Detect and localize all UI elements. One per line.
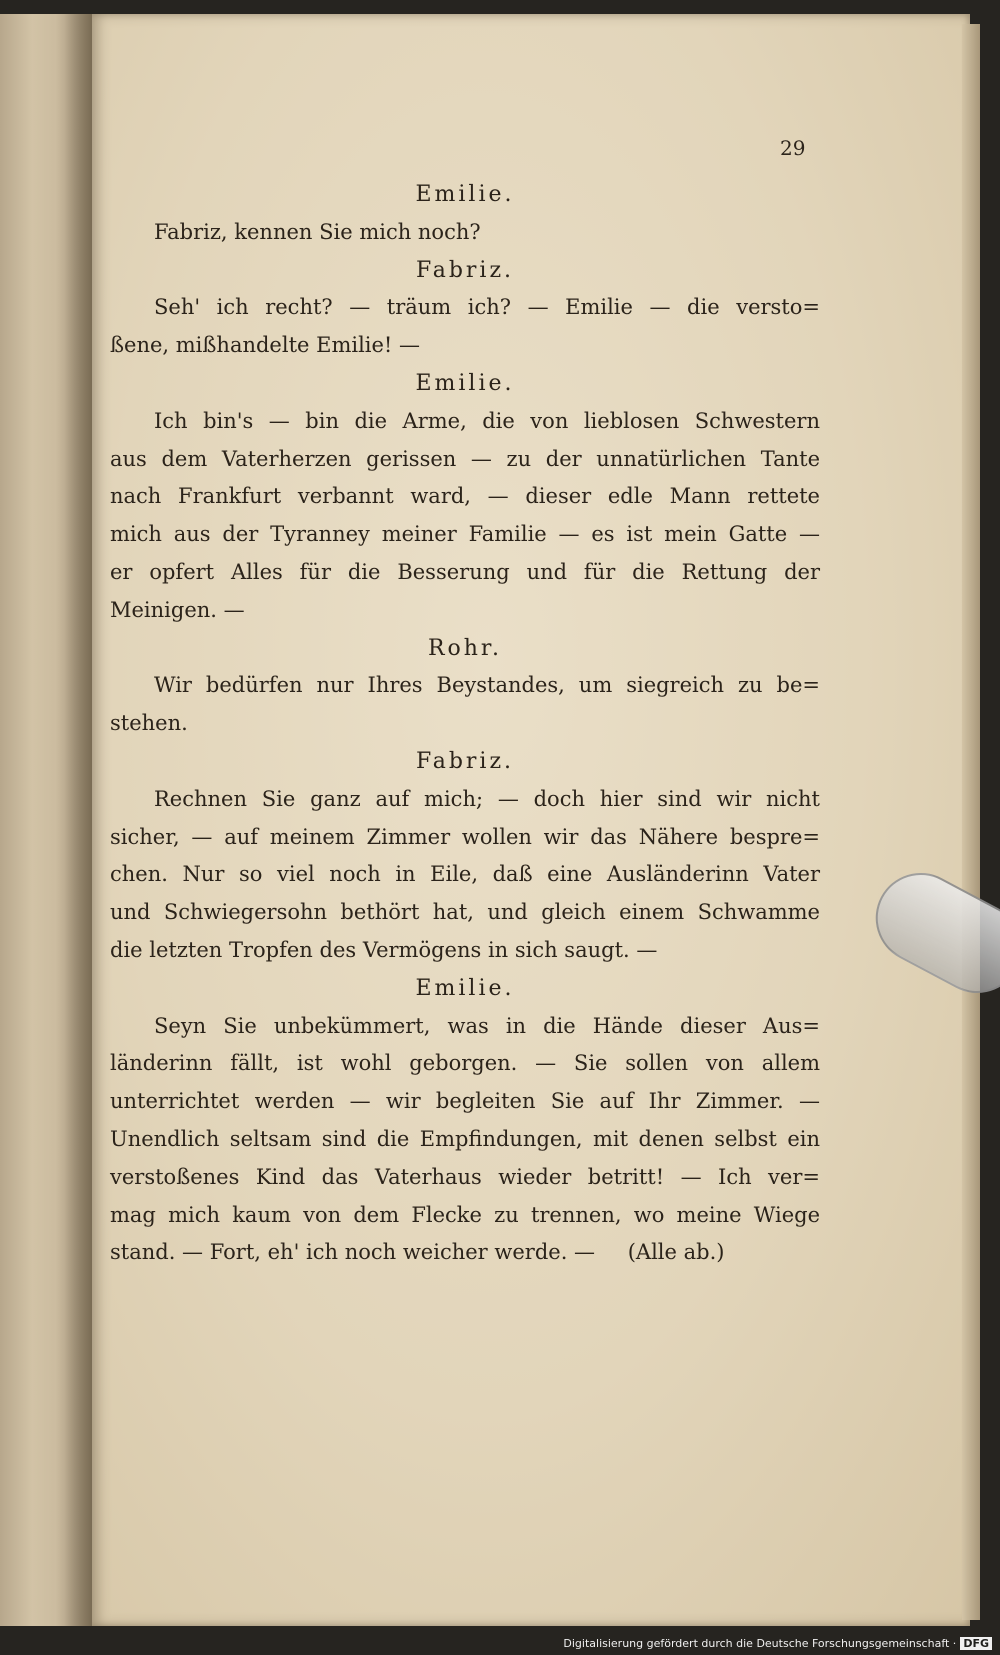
- text-line: mag mich kaum von dem Flecke zu trennen, wo meine Wiege: [110, 1202, 820, 1227]
- speaker-heading: Emilie.: [415, 370, 515, 396]
- text-line: [110, 1234, 820, 1272]
- page-stack-edge: [962, 24, 980, 1620]
- text-line: Meinigen. —: [110, 597, 245, 622]
- text-line: Unendlich seltsam sind die Empfindungen, mit denen selbst ein: [110, 1126, 820, 1151]
- text-line: Seyn Sie unbekümmert, was in die Hände dieser Aus=: [154, 1013, 820, 1038]
- speaker-heading: Emilie.: [415, 975, 515, 1001]
- text-line: länderinn fällt, ist wohl geborgen. — Sie sollen von allem: [110, 1051, 820, 1076]
- text-line: Wir bedürfen nur Ihres Beystandes, um siegreich zu be=: [154, 673, 820, 698]
- text-line: mich aus der Tyranney meiner Familie — es ist mein Gatte —: [110, 522, 820, 547]
- speaker-heading: Fabriz.: [415, 257, 515, 283]
- footer-text: Digitalisierung gefördert durch die Deutsche Forschungsgemeinschaft ·: [563, 1636, 957, 1650]
- text-line: Ich bin's — bin die Arme, die von lieblosen Schwestern: [154, 408, 820, 433]
- page-number: 29: [780, 136, 806, 160]
- dfg-logo: DFG: [960, 1637, 992, 1650]
- page-text: [110, 176, 820, 1272]
- book-gutter: [56, 14, 96, 1626]
- speaker-heading: Emilie.: [415, 182, 515, 207]
- text-line: verstoßenes Kind das Vaterhaus wieder betritt! — Ich ver=: [110, 1164, 820, 1189]
- text-line: ßene, mißhandelte Emilie! —: [110, 333, 421, 358]
- text-line: Seh' ich recht? — träum ich? — Emilie — die versto=: [154, 295, 820, 320]
- text-line: nach Frankfurt verbannt ward, — dieser edle Mann rettete: [110, 484, 820, 509]
- text-line: stehen.: [110, 711, 188, 736]
- text-line: die letzten Tropfen des Vermögens in sich saugt. —: [110, 937, 658, 962]
- text-line: aus dem Vaterherzen gerissen — zu der unnatürlichen Tante: [110, 446, 820, 471]
- speaker-heading: Rohr.: [427, 635, 503, 661]
- text-line: chen. Nur so viel noch in Eile, daß eine Ausländerinn Vater: [110, 862, 820, 887]
- text-line: sicher, — auf meinem Zimmer wollen wir das Nähere bespre=: [110, 824, 820, 849]
- text-line: Fabriz, kennen Sie mich noch?: [154, 219, 481, 244]
- text-line: unterrichtet werden — wir begleiten Sie auf Ihr Zimmer. —: [110, 1089, 820, 1114]
- text-line: er opfert Alles für die Besserung und für die Rettung der: [110, 559, 820, 584]
- stage-direction: (Alle ab.): [627, 1240, 725, 1265]
- text-line-content: stand. — Fort, eh' ich noch weicher werde. —: [110, 1240, 596, 1265]
- text-line: und Schwiegersohn bethört hat, und gleich einem Schwamme: [110, 900, 820, 925]
- text-line: Rechnen Sie ganz auf mich; — doch hier sind wir nicht: [154, 786, 820, 811]
- digitization-footer: [563, 1633, 992, 1653]
- speaker-heading: Fabriz.: [415, 748, 515, 774]
